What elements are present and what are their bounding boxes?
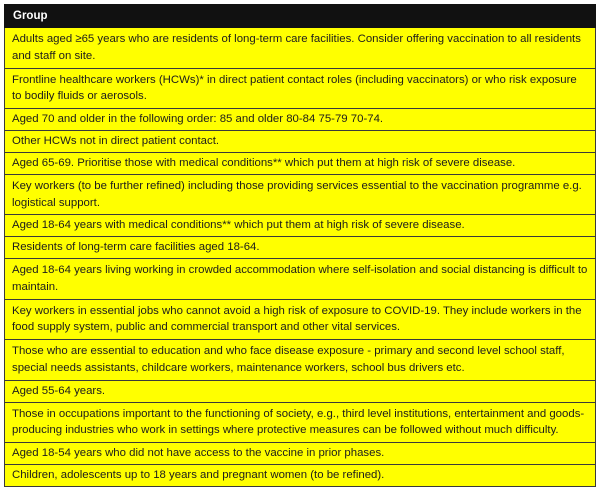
- table-header-row: [5, 5, 596, 28]
- table-row: [5, 259, 596, 300]
- table-cell: Frontline healthcare workers (HCWs)* in direct patient contact roles (including vaccinators) or who risk exposure to bodily fluids or aerosols.: [5, 68, 596, 109]
- table-row: [5, 215, 596, 237]
- priority-groups-table: [4, 4, 596, 487]
- table-cell: Adults aged ≥65 years who are residents of long-term care facilities. Consider offering vaccination to all residents and staff on site.: [5, 28, 596, 69]
- table-row: [5, 340, 596, 381]
- table-cell: Children, adolescents up to 18 years and pregnant women (to be refined).: [5, 464, 596, 486]
- table-cell: Aged 55-64 years.: [5, 380, 596, 402]
- table-cell: Other HCWs not in direct patient contact.: [5, 130, 596, 152]
- column-header-group: Group: [5, 5, 596, 28]
- table-row: [5, 152, 596, 174]
- table-cell: Aged 18-54 years who did not have access to the vaccine in prior phases.: [5, 443, 596, 465]
- table-row: [5, 402, 596, 443]
- table-row: [5, 68, 596, 109]
- table-cell: Key workers (to be further refined) including those providing services essential to the vaccination programme e.g. logistical support.: [5, 174, 596, 215]
- table-row: [5, 380, 596, 402]
- table-row: [5, 109, 596, 131]
- table-row: [5, 464, 596, 486]
- table-cell: Aged 65-69. Prioritise those with medical conditions** which put them at high risk of severe disease.: [5, 152, 596, 174]
- priority-groups-table-container: [4, 4, 596, 487]
- table-row: [5, 174, 596, 215]
- table-row: [5, 28, 596, 69]
- table-cell: Key workers in essential jobs who cannot avoid a high risk of exposure to COVID-19. They include workers in the food supply system, public and commercial transport and other vital services.: [5, 299, 596, 340]
- table-cell: Those in occupations important to the functioning of society, e.g., third level institutions, entertainment and goods-producing industries who work in settings where protective measures can be followed without much difficulty.: [5, 402, 596, 443]
- table-cell: Aged 70 and older in the following order: 85 and older 80-84 75-79 70-74.: [5, 109, 596, 131]
- table-cell: Aged 18-64 years with medical conditions** which put them at high risk of severe disease.: [5, 215, 596, 237]
- table-row: [5, 299, 596, 340]
- table-row: [5, 237, 596, 259]
- table-cell: Those who are essential to education and who face disease exposure - primary and second level school staff, special needs assistants, childcare workers, maintenance workers, school bus drivers etc.: [5, 340, 596, 381]
- table-cell: Aged 18-64 years living working in crowded accommodation where self-isolation and social distancing is difficult to maintain.: [5, 259, 596, 300]
- table-row: [5, 443, 596, 465]
- table-cell: Residents of long-term care facilities aged 18-64.: [5, 237, 596, 259]
- table-row: [5, 130, 596, 152]
